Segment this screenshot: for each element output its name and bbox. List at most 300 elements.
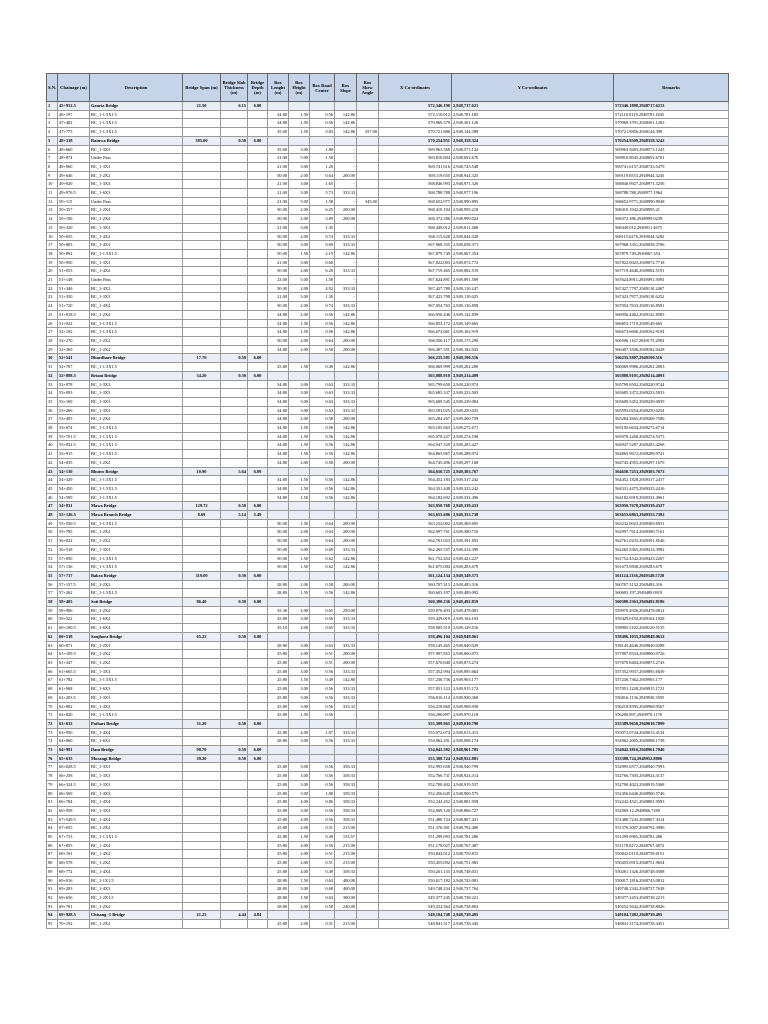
cell-x-coordinate: 565,284.267	[379, 415, 452, 424]
cell-bridge-depth	[248, 215, 268, 224]
cell-box-road-center: 0.64	[310, 528, 335, 537]
table-row	[47, 780, 729, 789]
cell-box-skew-angle	[357, 754, 379, 763]
cell-sn: 58	[47, 598, 58, 607]
cell-bridge-depth	[248, 154, 268, 163]
cell-slab-thickness	[221, 711, 248, 720]
cell-remarks: 567624.8911,2949091.5093	[614, 276, 729, 285]
cell-x-coordinate: 569,963.568	[379, 145, 452, 154]
cell-remarks: 554962.2005,2949008.1738	[614, 737, 729, 746]
table-row	[47, 528, 729, 537]
cell-bridge-span	[183, 798, 221, 807]
cell-box-height: 5.00	[289, 197, 310, 206]
cell-chainage: 61+968	[58, 685, 90, 694]
cell-box-height: 2.00	[289, 902, 310, 911]
cell-bridge-span	[183, 545, 221, 554]
cell-box-height: 3.00	[289, 180, 310, 189]
cell-chainage: 48+960	[58, 162, 90, 171]
cell-box-road-center: 0.56	[310, 319, 335, 328]
cell-box-road-center: 0.56	[310, 685, 335, 694]
cell-x-coordinate: 562,997.761	[379, 528, 452, 537]
cell-x-coordinate: 552,766.731	[379, 772, 452, 781]
cell-remarks: 568846.9927,2948971.3256	[614, 180, 729, 189]
cell-y-coordinate: 2,948,759.815	[452, 850, 614, 859]
cell-slab-thickness	[221, 215, 248, 224]
cell-box-skew-angle	[357, 371, 379, 380]
table-row	[47, 180, 729, 189]
cell-slab-thickness	[221, 737, 248, 746]
column-header-bridge-depth: Bridge Depth (m)	[248, 74, 268, 102]
cell-bridge-span	[183, 554, 221, 563]
cell-remarks: 568788.788,2948977.1964	[614, 189, 729, 198]
cell-box-skew-angle	[357, 711, 379, 720]
cell-box-road-center: 0.63	[310, 389, 335, 398]
cell-remarks: 565105.6634,2949272.6714	[614, 424, 729, 433]
cell-bridge-span	[183, 806, 221, 815]
cell-box-skew-angle	[357, 806, 379, 815]
cell-x-coordinate: 565,888.910	[379, 371, 452, 380]
cell-description: BC_1-4X2	[90, 302, 183, 311]
cell-box-slope: 250.00	[335, 606, 357, 615]
cell-box-height: 1.50	[289, 893, 310, 902]
cell-bridge-span: 39.20	[183, 754, 221, 763]
cell-box-height: 3.00	[289, 780, 310, 789]
cell-bridge-depth	[248, 728, 268, 737]
cell-x-coordinate: 569,119.655	[379, 171, 452, 180]
cell-x-coordinate: 566,673.661	[379, 328, 452, 337]
table-row	[47, 885, 729, 894]
cell-bridge-span	[183, 441, 221, 450]
cell-box-height: 3.00	[289, 293, 310, 302]
cell-box-length: 34.80	[268, 110, 289, 119]
cell-box-road-center: 1.80	[310, 145, 335, 154]
column-header-box-skew-angle: Box Skew Angle	[357, 74, 379, 102]
cell-box-height: 4.00	[289, 815, 310, 824]
cell-remarks: 557236.7362,2949903.177	[614, 676, 729, 685]
cell-slab-thickness	[221, 885, 248, 894]
cell-box-road-center: 0.56	[310, 589, 335, 598]
cell-box-road-center: 0.86	[310, 798, 335, 807]
cell-x-coordinate: 554,042.382	[379, 746, 452, 755]
cell-box-length: 35.30	[268, 606, 289, 615]
table-row	[47, 302, 729, 311]
cell-sn: 2	[47, 110, 58, 119]
cell-chainage: 66+958	[58, 806, 90, 815]
cell-description: BC_1-2X2	[90, 215, 183, 224]
cell-bridge-depth	[248, 876, 268, 885]
cell-box-skew-angle	[357, 728, 379, 737]
cell-box-skew-angle	[357, 476, 379, 485]
cell-bridge-span	[183, 432, 221, 441]
cell-box-height	[289, 371, 310, 380]
cell-box-height: 3.00	[289, 223, 310, 232]
cell-sn: 33	[47, 380, 58, 389]
cell-bridge-span	[183, 606, 221, 615]
cell-box-height	[289, 354, 310, 363]
cell-sn: 52	[47, 545, 58, 554]
cell-bridge-depth: 5.49	[248, 511, 268, 520]
cell-chainage: 61+109.5	[58, 650, 90, 659]
column-header-box-length: Box Lenght (m)	[268, 74, 289, 102]
cell-box-road-center: 0.64	[310, 336, 335, 345]
cell-bridge-span: 34.20	[183, 371, 221, 380]
cell-bridge-depth	[248, 363, 268, 372]
cell-bridge-depth	[248, 119, 268, 128]
cell-box-road-center	[310, 632, 335, 641]
cell-bridge-span	[183, 328, 221, 337]
cell-bridge-depth	[248, 798, 268, 807]
cell-remarks: 567719.4646,2949082.5191	[614, 267, 729, 276]
cell-x-coordinate: 569,810.804	[379, 154, 452, 163]
cell-box-slope: 240.00	[335, 902, 357, 911]
cell-x-coordinate: 548,841.317	[379, 920, 452, 929]
cell-sn: 22	[47, 284, 58, 293]
cell-description: BC_1-2X2	[90, 580, 183, 589]
cell-chainage: 48+660	[58, 145, 90, 154]
cell-slab-thickness	[221, 241, 248, 250]
cell-box-road-center	[310, 371, 335, 380]
cell-box-slope: 142.86	[335, 554, 357, 563]
cell-box-slope	[335, 746, 357, 755]
cell-bridge-depth	[248, 302, 268, 311]
cell-slab-thickness	[221, 493, 248, 502]
cell-box-slope: 142.86	[335, 363, 357, 372]
cell-bridge-depth	[248, 432, 268, 441]
cell-description: Chisang -1 Bridge	[90, 911, 183, 920]
cell-x-coordinate: 560,707.313	[379, 580, 452, 589]
cell-slab-thickness	[221, 641, 248, 650]
cell-sn: 74	[47, 737, 58, 746]
table-row	[47, 659, 729, 668]
cell-box-length	[268, 571, 289, 580]
cell-description: BC_1-4X2	[90, 284, 183, 293]
cell-chainage: 50+655	[58, 232, 90, 241]
cell-chainage: 60+871	[58, 641, 90, 650]
cell-box-slope: 333.33	[335, 232, 357, 241]
cell-box-height: 4.00	[289, 798, 310, 807]
cell-bridge-depth	[248, 415, 268, 424]
cell-box-length: 34.80	[268, 493, 289, 502]
cell-y-coordinate: 2,948,738.803	[452, 902, 614, 911]
table-row	[47, 128, 729, 137]
cell-bridge-depth	[248, 336, 268, 345]
cell-sn: 46	[47, 493, 58, 502]
cell-box-road-center: 6.20	[310, 267, 335, 276]
cell-remarks: 552995.6577,2948940.7993	[614, 763, 729, 772]
cell-box-skew-angle	[357, 189, 379, 198]
cell-bridge-depth	[248, 833, 268, 842]
cell-remarks: 569963.5683,2948573.1243	[614, 145, 729, 154]
cell-box-skew-angle	[357, 589, 379, 598]
cell-box-length: 25.80	[268, 859, 289, 868]
cell-box-length: 25.80	[268, 685, 289, 694]
cell-box-road-center: 0.56	[310, 493, 335, 502]
cell-box-slope: 142.86	[335, 441, 357, 450]
table-row	[47, 154, 729, 163]
cell-description: BC_1-3X3	[90, 763, 183, 772]
cell-remarks: 566853.1719,2949149.665	[614, 319, 729, 328]
cell-chainage: 51+922	[58, 319, 90, 328]
cell-x-coordinate: 561,124.134	[379, 571, 452, 580]
cell-bridge-span	[183, 763, 221, 772]
column-header-description: Description	[90, 74, 183, 102]
cell-bridge-span	[183, 737, 221, 746]
table-row	[47, 389, 729, 398]
cell-slab-thickness: 0.50	[221, 598, 248, 607]
cell-x-coordinate: 549,104.748	[379, 911, 452, 920]
cell-slab-thickness	[221, 902, 248, 911]
cell-remarks: 560603.197,2949489.0919	[614, 589, 729, 598]
cell-slab-thickness	[221, 110, 248, 119]
cell-y-coordinate: 2,949,423.227	[452, 554, 614, 563]
cell-chainage: 54+831	[58, 502, 90, 511]
cell-box-height	[289, 102, 310, 111]
cell-bridge-depth	[248, 641, 268, 650]
cell-chainage: 55+550.5	[58, 519, 90, 528]
cell-box-skew-angle	[357, 545, 379, 554]
cell-box-skew-angle	[357, 293, 379, 302]
cell-box-road-center	[310, 102, 335, 111]
cell-x-coordinate: 549,748.234	[379, 885, 452, 894]
cell-remarks: 569741.6157,2948743.5479	[614, 162, 729, 171]
cell-description: BC_1-6X3	[90, 685, 183, 694]
cell-bridge-depth	[248, 441, 268, 450]
cell-remarks: 549104.7482,2948739.495	[614, 911, 729, 920]
cell-chainage: 64+060	[58, 737, 90, 746]
cell-x-coordinate: 558,496.104	[379, 632, 452, 641]
cell-box-length: 50.00	[268, 336, 289, 345]
cell-box-slope: 333.33	[335, 702, 357, 711]
cell-box-length: 50.00	[268, 537, 289, 546]
cell-bridge-depth	[248, 789, 268, 798]
cell-box-skew-angle	[357, 859, 379, 868]
cell-slab-thickness: 0.50	[221, 719, 248, 728]
cell-box-road-center: 0.51	[310, 850, 335, 859]
cell-box-height: 1.50	[289, 249, 310, 258]
cell-box-slope: 215.00	[335, 850, 357, 859]
cell-box-height: 5.00	[289, 276, 310, 285]
cell-remarks: 561675.0838,2949283.679	[614, 563, 729, 572]
cell-description: BC_1-2X2	[90, 336, 183, 345]
cell-slab-thickness	[221, 589, 248, 598]
cell-box-length: 25.80	[268, 833, 289, 842]
cell-sn: 10	[47, 180, 58, 189]
cell-remarks: 552456.6446,2948900.5746	[614, 789, 729, 798]
header-row	[47, 74, 729, 102]
cell-bridge-span	[183, 389, 221, 398]
cell-box-height: 1.50	[289, 424, 310, 433]
cell-box-length: 28.80	[268, 641, 289, 650]
cell-bridge-depth	[248, 659, 268, 668]
table-row	[47, 554, 729, 563]
cell-box-skew-angle	[357, 789, 379, 798]
cell-box-height: 1.50	[289, 484, 310, 493]
cell-box-skew-angle	[357, 276, 379, 285]
cell-description: BC_1-2X2	[90, 310, 183, 319]
cell-description: BC_1-4X2	[90, 267, 183, 276]
cell-y-coordinate: 2,949,414.399	[452, 545, 614, 554]
cell-box-height: 3.00	[289, 545, 310, 554]
cell-description: BC_1-1.5X1.5	[90, 110, 183, 119]
cell-box-height: 1.50	[289, 328, 310, 337]
cell-box-slope: 333.33	[335, 389, 357, 398]
cell-y-coordinate: 2,949,483.316	[452, 580, 614, 589]
cell-bridge-span	[183, 119, 221, 128]
table-row	[47, 380, 729, 389]
cell-slab-thickness	[221, 545, 248, 554]
cell-bridge-span	[183, 476, 221, 485]
cell-x-coordinate: 561,675.084	[379, 563, 452, 572]
cell-remarks: 551480.7243,2948807.4314	[614, 815, 729, 824]
cell-slab-thickness	[221, 389, 248, 398]
cell-bridge-depth	[248, 893, 268, 902]
cell-description: BC_1-2X2	[90, 171, 183, 180]
cell-box-skew-angle	[357, 719, 379, 728]
cell-slab-thickness	[221, 406, 248, 415]
cell-sn: 72	[47, 719, 58, 728]
cell-y-coordinate: 2,949,331.496	[452, 493, 614, 502]
cell-y-coordinate: 2,949,317.242	[452, 476, 614, 485]
cell-box-length: 28.80	[268, 885, 289, 894]
cell-box-length	[268, 467, 289, 476]
cell-sn: 63	[47, 641, 58, 650]
cell-box-skew-angle	[357, 206, 379, 215]
table-row	[47, 371, 729, 380]
cell-remarks: 564452.1828,2949317.2417	[614, 476, 729, 485]
cell-bridge-depth: 6.00	[248, 136, 268, 145]
cell-y-coordinate: 2,949,903.177	[452, 676, 614, 685]
cell-chainage: 66+569	[58, 789, 90, 798]
cell-box-slope: 333.33	[335, 406, 357, 415]
cell-x-coordinate: 566,069.999	[379, 363, 452, 372]
cell-remarks: 551299.0965,2948781.286	[614, 833, 729, 842]
cell-bridge-depth	[248, 624, 268, 633]
table-row	[47, 397, 729, 406]
table-row	[47, 598, 729, 607]
cell-box-length: 50.00	[268, 528, 289, 537]
cell-box-length: 34.80	[268, 415, 289, 424]
cell-box-slope: 333.33	[335, 241, 357, 250]
cell-box-road-center: 0.62	[310, 563, 335, 572]
cell-bridge-depth	[248, 493, 268, 502]
cell-bridge-depth	[248, 145, 268, 154]
cell-box-slope: 333.33	[335, 189, 357, 198]
cell-slab-thickness	[221, 519, 248, 528]
cell-box-slope: 142.86	[335, 563, 357, 572]
cell-chainage: 63+950	[58, 728, 90, 737]
cell-box-slope	[335, 502, 357, 511]
cell-box-road-center: 0.56	[310, 763, 335, 772]
cell-remarks: 557051.1228,2949915.1721	[614, 685, 729, 694]
cell-chainage: 53+169	[58, 397, 90, 406]
cell-y-coordinate: 2,949,164.103	[452, 615, 614, 624]
cell-bridge-depth	[248, 389, 268, 398]
cell-x-coordinate: 549,252.564	[379, 902, 452, 911]
cell-slab-thickness: 0.50	[221, 371, 248, 380]
cell-bridge-depth	[248, 267, 268, 276]
cell-box-height: 2.00	[289, 215, 310, 224]
cell-box-road-center: 0.56	[310, 310, 335, 319]
cell-box-skew-angle	[357, 824, 379, 833]
cell-chainage: 61+347	[58, 659, 90, 668]
cell-slab-thickness	[221, 180, 248, 189]
cell-description: BC_1-1.5X1.5	[90, 476, 183, 485]
cell-sn: 89	[47, 867, 58, 876]
cell-x-coordinate: 565,105.663	[379, 424, 452, 433]
cell-box-height: 3.00	[289, 380, 310, 389]
cell-description: BC_1-1.5X1.5	[90, 519, 183, 528]
table-row	[47, 650, 729, 659]
cell-y-coordinate: 2,949,220.974	[452, 380, 614, 389]
cell-box-slope: 333.33	[335, 397, 357, 406]
cell-chainage: 56+022	[58, 537, 90, 546]
cell-y-coordinate: 2,949,011.468	[452, 223, 614, 232]
cell-remarks: 567968.3351,2949038.3706	[614, 241, 729, 250]
cell-sn: 45	[47, 484, 58, 493]
cell-bridge-depth: 6.00	[248, 102, 268, 111]
cell-description: BC_1-1.5X1.5	[90, 249, 183, 258]
cell-y-coordinate: 2,948,971.326	[452, 180, 614, 189]
cell-box-length	[268, 746, 289, 755]
cell-y-coordinate: 2,948,738.221	[452, 893, 614, 902]
cell-box-road-center: 3.89	[310, 215, 335, 224]
cell-remarks: 551178.0272,2948767.4872	[614, 841, 729, 850]
column-header-box-slope: Box Slope	[335, 74, 357, 102]
cell-description: BC_1-3X3	[90, 258, 183, 267]
cell-box-road-center: 0.56	[310, 432, 335, 441]
cell-chainage: 62+802	[58, 702, 90, 711]
cell-box-height	[289, 632, 310, 641]
cell-box-skew-angle	[357, 110, 379, 119]
cell-box-length: 21.00	[268, 180, 289, 189]
table-row	[47, 876, 729, 885]
cell-box-length: 25.80	[268, 650, 289, 659]
cell-bridge-depth	[248, 920, 268, 929]
cell-bridge-depth	[248, 310, 268, 319]
cell-x-coordinate: 568,652.977	[379, 197, 452, 206]
table-row	[47, 545, 729, 554]
cell-remarks: 549377.2453,2948738.2213	[614, 893, 729, 902]
cell-box-height: 1.50	[289, 450, 310, 459]
cell-box-skew-angle	[357, 893, 379, 902]
cell-chainage: 68+191	[58, 850, 90, 859]
cell-chainage: 51+350	[58, 293, 90, 302]
cell-box-length: 25.80	[268, 659, 289, 668]
cell-description: BC_1-1.5X1.5	[90, 563, 183, 572]
cell-x-coordinate: 567,968.335	[379, 241, 452, 250]
cell-box-height: 1.50	[289, 432, 310, 441]
cell-slab-thickness	[221, 763, 248, 772]
cell-box-height: 1.50	[289, 441, 310, 450]
cell-box-slope	[335, 571, 357, 580]
cell-box-skew-angle	[357, 676, 379, 685]
cell-box-road-center: 0.69	[310, 545, 335, 554]
cell-box-road-center: 0.63	[310, 380, 335, 389]
cell-remarks: 567427.7797,2949110.2467	[614, 284, 729, 293]
cell-chainage: 53+093	[58, 389, 90, 398]
cell-chainage: 49+976.5	[58, 189, 90, 198]
cell-box-slope: -	[335, 162, 357, 171]
cell-remarks: 567879.749,2949067.354	[614, 249, 729, 258]
cell-box-slope: 333.33	[335, 728, 357, 737]
cell-box-road-center: 0.49	[310, 363, 335, 372]
cell-description: BC_1-1.5X1.5	[90, 328, 183, 337]
cell-box-length: 25.80	[268, 772, 289, 781]
cell-bridge-depth: 6.00	[248, 571, 268, 580]
cell-box-slope: 142.86	[335, 119, 357, 128]
cell-box-slope: 200.00	[335, 580, 357, 589]
cell-box-skew-angle	[357, 867, 379, 876]
